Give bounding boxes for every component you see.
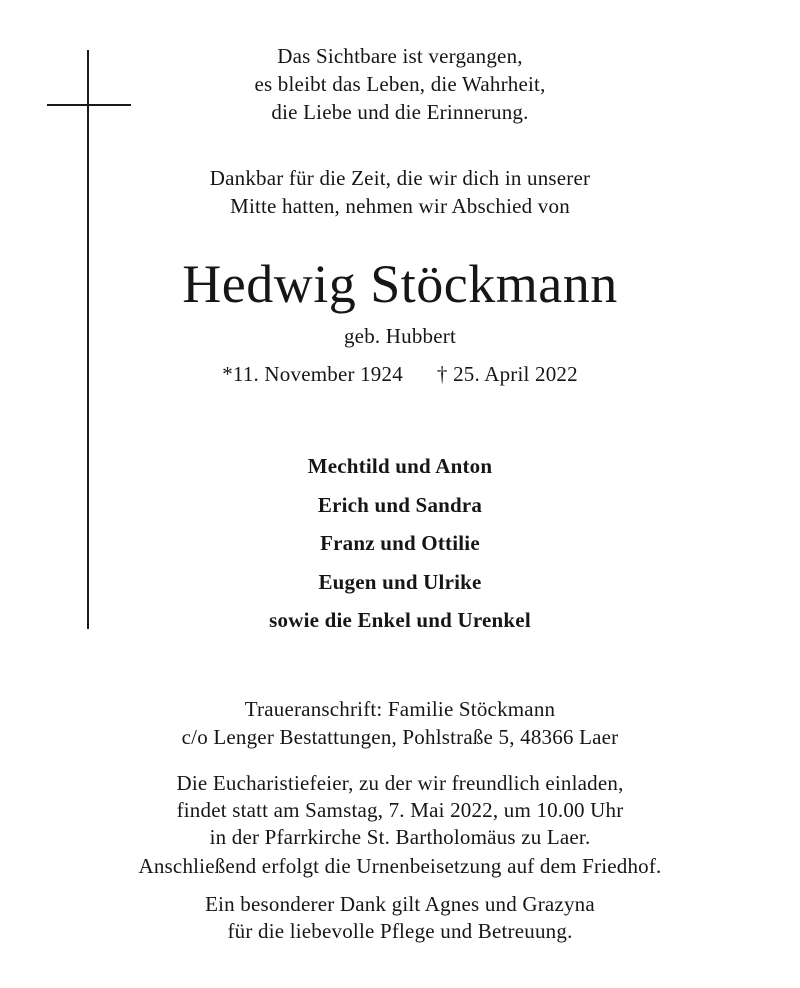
mourners-list: [0, 447, 800, 640]
service-line: findet statt am Samstag, 7. Mai 2022, um 10.00 Uhr: [176, 798, 624, 822]
birth-date: *11. November 1924: [222, 362, 403, 386]
death-date: † 25. April 2022: [436, 362, 578, 386]
mourner-line: Franz und Ottilie: [320, 531, 480, 555]
mourning-address: [0, 695, 800, 751]
thanks-text: [0, 891, 800, 945]
burial-info: [0, 853, 800, 880]
mourner-line: sowie die Enkel und Urenkel: [269, 608, 531, 632]
maiden-name-text: geb. Hubbert: [343, 324, 457, 348]
epigraph-line: es bleibt das Leben, die Wahrheit,: [254, 72, 546, 96]
address-line: Traueranschrift: Familie Stöckmann: [244, 697, 556, 721]
burial-line: Anschließend erfolgt die Urnenbeisetzung auf dem Friedhof.: [138, 854, 662, 878]
life-dates: [0, 360, 800, 388]
intro-text: [0, 164, 800, 220]
epigraph-line: Das Sichtbare ist vergangen,: [277, 44, 523, 68]
mourner-line: Eugen und Ulrike: [318, 569, 482, 594]
epigraph-line: die Liebe und die Erinnerung.: [271, 100, 529, 124]
maiden-name: [0, 322, 800, 350]
intro-line: Dankbar für die Zeit, die wir dich in unserer: [209, 166, 591, 190]
deceased-name: Hedwig Stöckmann: [182, 254, 618, 314]
thanks-line: für die liebevolle Pflege und Betreuung.: [227, 919, 573, 943]
intro-line: Mitte hatten, nehmen wir Abschied von: [230, 194, 570, 218]
mourner-line: Erich und Sandra: [317, 492, 483, 517]
thanks-line: Ein besonderer Dank gilt Agnes und Grazyna: [205, 892, 595, 916]
address-line: c/o Lenger Bestattungen, Pohlstraße 5, 48366 Laer: [181, 725, 619, 749]
mourner-line: Mechtild und Anton: [307, 454, 493, 478]
service-line: Die Eucharistiefeier, zu der wir freundlich einladen,: [176, 771, 624, 795]
service-line: in der Pfarrkirche St. Bartholomäus zu Laer.: [209, 825, 591, 849]
service-info: [0, 770, 800, 851]
epigraph: [0, 42, 800, 126]
